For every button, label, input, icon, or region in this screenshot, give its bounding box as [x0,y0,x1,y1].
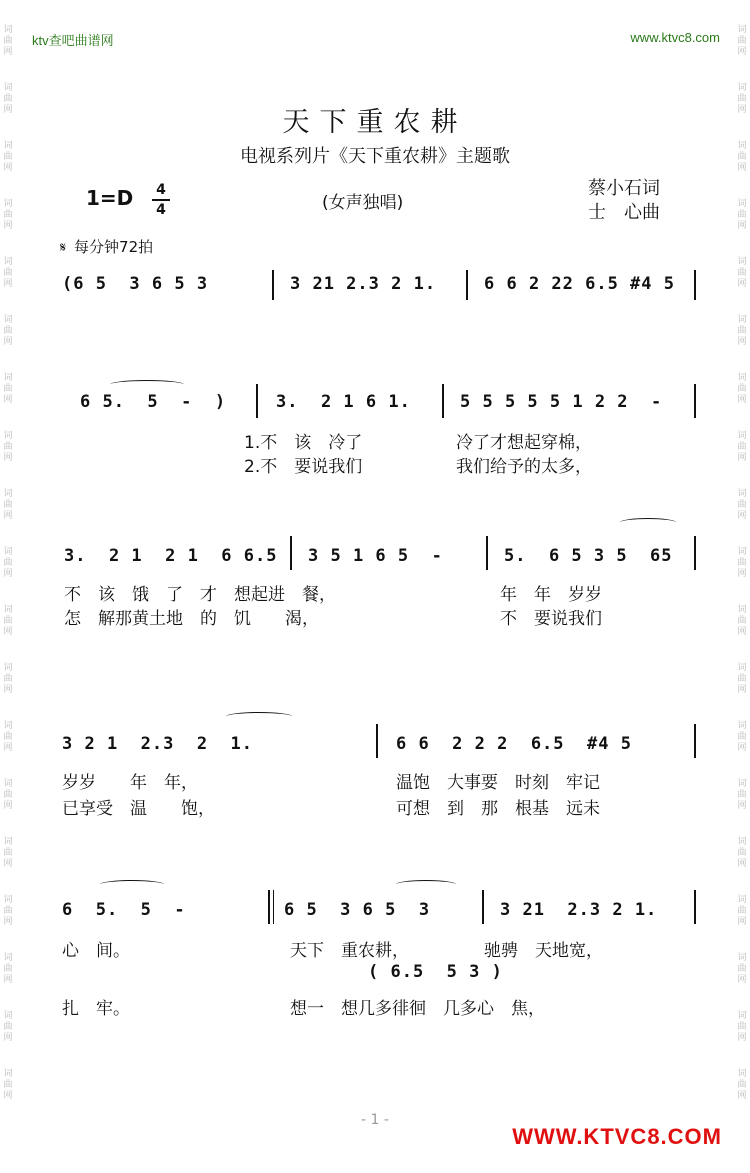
watermark-glyph: 曲 [737,1080,747,1090]
watermark-glyph: 曲 [3,326,13,336]
barline [290,536,292,570]
watermark-glyph: 词 [737,721,747,731]
barline [694,384,696,418]
watermark-glyph: 词 [3,315,13,325]
song-title: 天下重农耕 [282,107,468,138]
watermark-glyph: 曲 [3,500,13,510]
watermark-glyph: 网 [737,511,747,521]
right-watermark-column [734,0,750,1173]
watermark-glyph: 词 [737,431,747,441]
watermark-glyph: 词 [3,199,13,209]
watermark-glyph-group [0,199,16,232]
watermark-glyph: 词 [3,605,13,615]
watermark-glyph-group [734,489,750,522]
barline [694,536,696,570]
watermark-glyph: 网 [3,395,13,405]
watermark-glyph-group [734,953,750,986]
watermark-glyph: 网 [3,1091,13,1101]
barline [486,536,488,570]
watermark-glyph: 曲 [737,326,747,336]
watermark-glyph-group [734,779,750,812]
watermark-glyph: 曲 [737,152,747,162]
watermark-glyph: 网 [737,105,747,115]
watermark-glyph-group [0,315,16,348]
notes-row3-m2: 3 5 1 6 5 - [308,546,443,566]
watermark-glyph: 网 [3,859,13,869]
watermark-glyph: 词 [3,1069,13,1079]
watermark-glyph-group [0,837,16,870]
watermark-glyph: 词 [3,431,13,441]
watermark-glyph: 词 [737,953,747,963]
watermark-glyph: 词 [3,257,13,267]
barline [482,890,484,924]
lyric-row3-v1-a: 不 该 饿 了 才 想起进 餐， [64,585,336,605]
notes-row1-m2: 3 21 2.3 2 1. [290,274,437,294]
watermark-glyph-group [734,605,750,638]
watermark-glyph: 曲 [737,442,747,452]
segno-icon: 𝄋 [60,240,67,256]
watermark-glyph: 曲 [737,268,747,278]
barline [376,724,378,758]
watermark-glyph: 网 [737,801,747,811]
watermark-glyph: 网 [3,337,13,347]
watermark-glyph: 曲 [737,500,747,510]
watermark-glyph: 词 [737,373,747,383]
watermark-glyph: 曲 [737,848,747,858]
watermark-glyph: 词 [737,199,747,209]
watermark-glyph-group [0,25,16,58]
watermark-glyph-group [734,373,750,406]
watermark-glyph: 网 [737,685,747,695]
watermark-glyph: 网 [737,395,747,405]
watermark-glyph-group [0,1011,16,1044]
watermark-glyph: 曲 [3,442,13,452]
voice-type: (女声独唱) [322,193,404,213]
watermark-glyph: 网 [737,917,747,927]
watermark-glyph: 词 [3,953,13,963]
watermark-glyph: 曲 [3,384,13,394]
time-signature [152,182,170,218]
notes-row5-m2: 6 5 3 6 5 3 [284,900,431,920]
watermark-glyph: 网 [3,105,13,115]
watermark-glyph: 曲 [737,906,747,916]
barline [466,270,468,300]
watermark-glyph: 词 [737,25,747,35]
watermark-glyph: 网 [3,743,13,753]
watermark-glyph: 网 [737,1091,747,1101]
watermark-glyph: 网 [737,453,747,463]
lyric-row5-v2-b: 想一 想几多徘徊 几多心 焦， [290,999,545,1019]
watermark-glyph: 曲 [3,36,13,46]
slur [110,380,184,389]
lyric-row5-v1-a: 心 间。 [62,941,130,961]
watermark-glyph: 网 [737,163,747,173]
watermark-glyph-group [734,721,750,754]
watermark-glyph: 网 [3,975,13,985]
watermark-glyph: 词 [737,315,747,325]
watermark-glyph: 网 [3,685,13,695]
watermark-glyph: 曲 [3,674,13,684]
watermark-glyph: 词 [737,1011,747,1021]
watermark-glyph: 网 [3,163,13,173]
watermark-glyph: 网 [737,743,747,753]
watermark-glyph-group [734,25,750,58]
watermark-glyph: 词 [3,141,13,151]
watermark-glyph: 网 [737,1033,747,1043]
watermark-glyph: 曲 [737,964,747,974]
watermark-glyph: 网 [737,569,747,579]
left-watermark-column [0,0,16,1173]
watermark-glyph: 曲 [737,1022,747,1032]
watermark-glyph-group [734,663,750,696]
watermark-glyph: 词 [3,895,13,905]
notes-row5-m1: 6 5. 5 - [62,900,186,920]
watermark-glyph: 网 [737,627,747,637]
watermark-glyph-group [0,605,16,638]
watermark-glyph: 词 [3,779,13,789]
watermark-glyph: 词 [3,663,13,673]
tempo-text: 每分钟72拍 [74,238,154,256]
watermark-glyph: 词 [737,83,747,93]
page-number: - 1 - [361,1112,389,1128]
watermark-glyph: 网 [3,801,13,811]
tempo-marking [60,236,153,257]
watermark-glyph: 词 [737,779,747,789]
watermark-glyph-group [0,257,16,290]
watermark-glyph: 词 [3,373,13,383]
watermark-glyph: 词 [737,605,747,615]
watermark-glyph: 词 [3,721,13,731]
watermark-glyph-group [734,199,750,232]
watermark-glyph: 曲 [737,674,747,684]
watermark-glyph: 网 [3,279,13,289]
notes-row4-m2: 6 6 2 2 2 6.5 #4 5 [396,734,632,754]
site-logo: WWW.KTVC8.COM [512,1124,722,1149]
lyric-row4-v2-a: 已享受 温 饱， [62,799,215,819]
watermark-glyph-group [0,489,16,522]
watermark-glyph-group [734,1011,750,1044]
watermark-glyph: 词 [737,895,747,905]
watermark-glyph: 词 [737,257,747,267]
watermark-glyph: 曲 [3,732,13,742]
lyric-row2-v1-a: 1.不 该 冷了 [244,433,363,453]
watermark-glyph: 曲 [3,790,13,800]
watermark-glyph: 曲 [3,210,13,220]
watermark-glyph-group [734,895,750,928]
barline [694,890,696,924]
watermark-glyph-group [734,257,750,290]
watermark-glyph: 网 [3,47,13,57]
watermark-glyph: 词 [3,547,13,557]
watermark-glyph: 曲 [3,152,13,162]
slur [620,518,676,527]
watermark-glyph-group [734,837,750,870]
notes-row3-m3: 5. 6 5 3 5 65 [504,546,673,566]
lyric-row5-v1-c: 驰骋 天地宽， [484,941,603,961]
site-url-watermark: www.ktvc8.com [630,30,720,45]
watermark-glyph: 词 [737,663,747,673]
watermark-glyph: 词 [737,837,747,847]
lyric-row4-v1-a: 岁岁 年 年， [62,773,198,793]
watermark-glyph: 曲 [3,94,13,104]
lyricist-credit: 蔡小石词 [588,178,660,199]
watermark-glyph: 曲 [737,732,747,742]
watermark-glyph: 曲 [3,848,13,858]
watermark-glyph-group [0,779,16,812]
watermark-glyph: 词 [3,837,13,847]
watermark-glyph: 曲 [737,384,747,394]
repeat-barline [273,890,274,924]
barline [694,724,696,758]
watermark-glyph-group [734,1069,750,1102]
time-sig-bottom: 4 [156,202,166,218]
watermark-glyph: 词 [3,1011,13,1021]
watermark-glyph: 词 [737,1069,747,1079]
lyric-row2-v1-b: 冷了才想起穿棉， [456,433,592,453]
watermark-glyph: 曲 [3,1022,13,1032]
watermark-glyph: 网 [3,917,13,927]
watermark-glyph: 曲 [737,616,747,626]
watermark-glyph: 词 [737,141,747,151]
barline [442,384,444,418]
lyric-row4-v2-b: 可想 到 那 根基 远未 [396,799,600,819]
notes-row4-m1: 3 2 1 2.3 2 1. [62,734,253,754]
watermark-glyph: 曲 [3,616,13,626]
watermark-glyph: 网 [3,221,13,231]
watermark-glyph: 曲 [3,964,13,974]
song-subtitle: 电视系列片《天下重农耕》主题歌 [240,146,510,167]
watermark-glyph: 词 [3,83,13,93]
watermark-glyph: 曲 [3,906,13,916]
watermark-glyph: 网 [3,511,13,521]
watermark-glyph: 曲 [3,558,13,568]
watermark-glyph-group [0,1069,16,1102]
watermark-glyph: 曲 [737,94,747,104]
watermark-glyph: 曲 [737,36,747,46]
watermark-glyph: 曲 [737,210,747,220]
barline [694,270,696,300]
watermark-glyph: 网 [3,1033,13,1043]
lyric-row4-v1-b: 温饱 大事要 时刻 牢记 [396,773,600,793]
watermark-glyph-group [0,953,16,986]
watermark-glyph: 网 [737,337,747,347]
watermark-glyph: 网 [737,221,747,231]
watermark-glyph-group [734,431,750,464]
watermark-glyph: 网 [737,975,747,985]
slur [226,712,292,721]
watermark-glyph: 网 [737,279,747,289]
lyric-row3-v1-b: 年 年 岁岁 [500,585,602,605]
watermark-glyph-group [734,547,750,580]
lyric-row5-v2-a: 扎 牢。 [62,999,130,1019]
watermark-glyph-group [0,895,16,928]
watermark-glyph: 网 [3,569,13,579]
watermark-glyph: 网 [3,627,13,637]
lyric-row3-v2-b: 不 要说我们 [500,609,602,629]
watermark-glyph-group [0,547,16,580]
site-name-watermark: ktv查吧曲谱网 [32,33,114,48]
watermark-glyph: 曲 [3,1080,13,1090]
watermark-glyph-group [0,663,16,696]
lyric-row2-v2-a: 2.不 要说我们 [244,457,363,477]
barline [272,270,274,300]
key-signature: 1=D [86,186,134,210]
time-sig-top: 4 [156,182,166,198]
watermark-glyph: 网 [3,453,13,463]
watermark-glyph: 词 [737,547,747,557]
notes-row5-m3: 3 21 2.3 2 1. [500,900,658,920]
watermark-glyph-group [734,315,750,348]
lyric-row3-v2-a: 怎 解那黄土地 的 饥 渴， [64,609,319,629]
watermark-glyph: 网 [737,47,747,57]
alternate-notes: ( 6.5 5 3 ) [368,962,503,982]
watermark-glyph-group [0,373,16,406]
slur [100,880,164,889]
notes-row1-m3: 6 6 2 22 6.5 #4 5 [484,274,675,294]
lyric-row2-v2-b: 我们给予的太多， [456,457,592,477]
notes-row1-m1: (6 5 3 6 5 3 [62,274,209,294]
watermark-glyph: 曲 [737,558,747,568]
notes-row2-m3: 5 5 5 5 5 1 2 2 - [460,392,663,412]
watermark-glyph-group [0,721,16,754]
barline [268,890,270,924]
slur [396,880,456,889]
watermark-glyph-group [0,431,16,464]
watermark-glyph: 词 [3,25,13,35]
watermark-glyph: 曲 [737,790,747,800]
lyric-row5-v1-b: 天下 重农耕， [290,941,409,961]
notes-row3-m1: 3. 2 1 2 1 6 6.5 [64,546,278,566]
notes-row2-m2: 3. 2 1 6 1. [276,392,411,412]
barline [256,384,258,418]
watermark-glyph: 词 [3,489,13,499]
watermark-glyph: 曲 [3,268,13,278]
notes-row2-m1: 6 5. 5 - ) [80,392,227,412]
composer-credit: 士 心曲 [588,202,660,223]
watermark-glyph: 词 [737,489,747,499]
watermark-glyph: 网 [737,859,747,869]
